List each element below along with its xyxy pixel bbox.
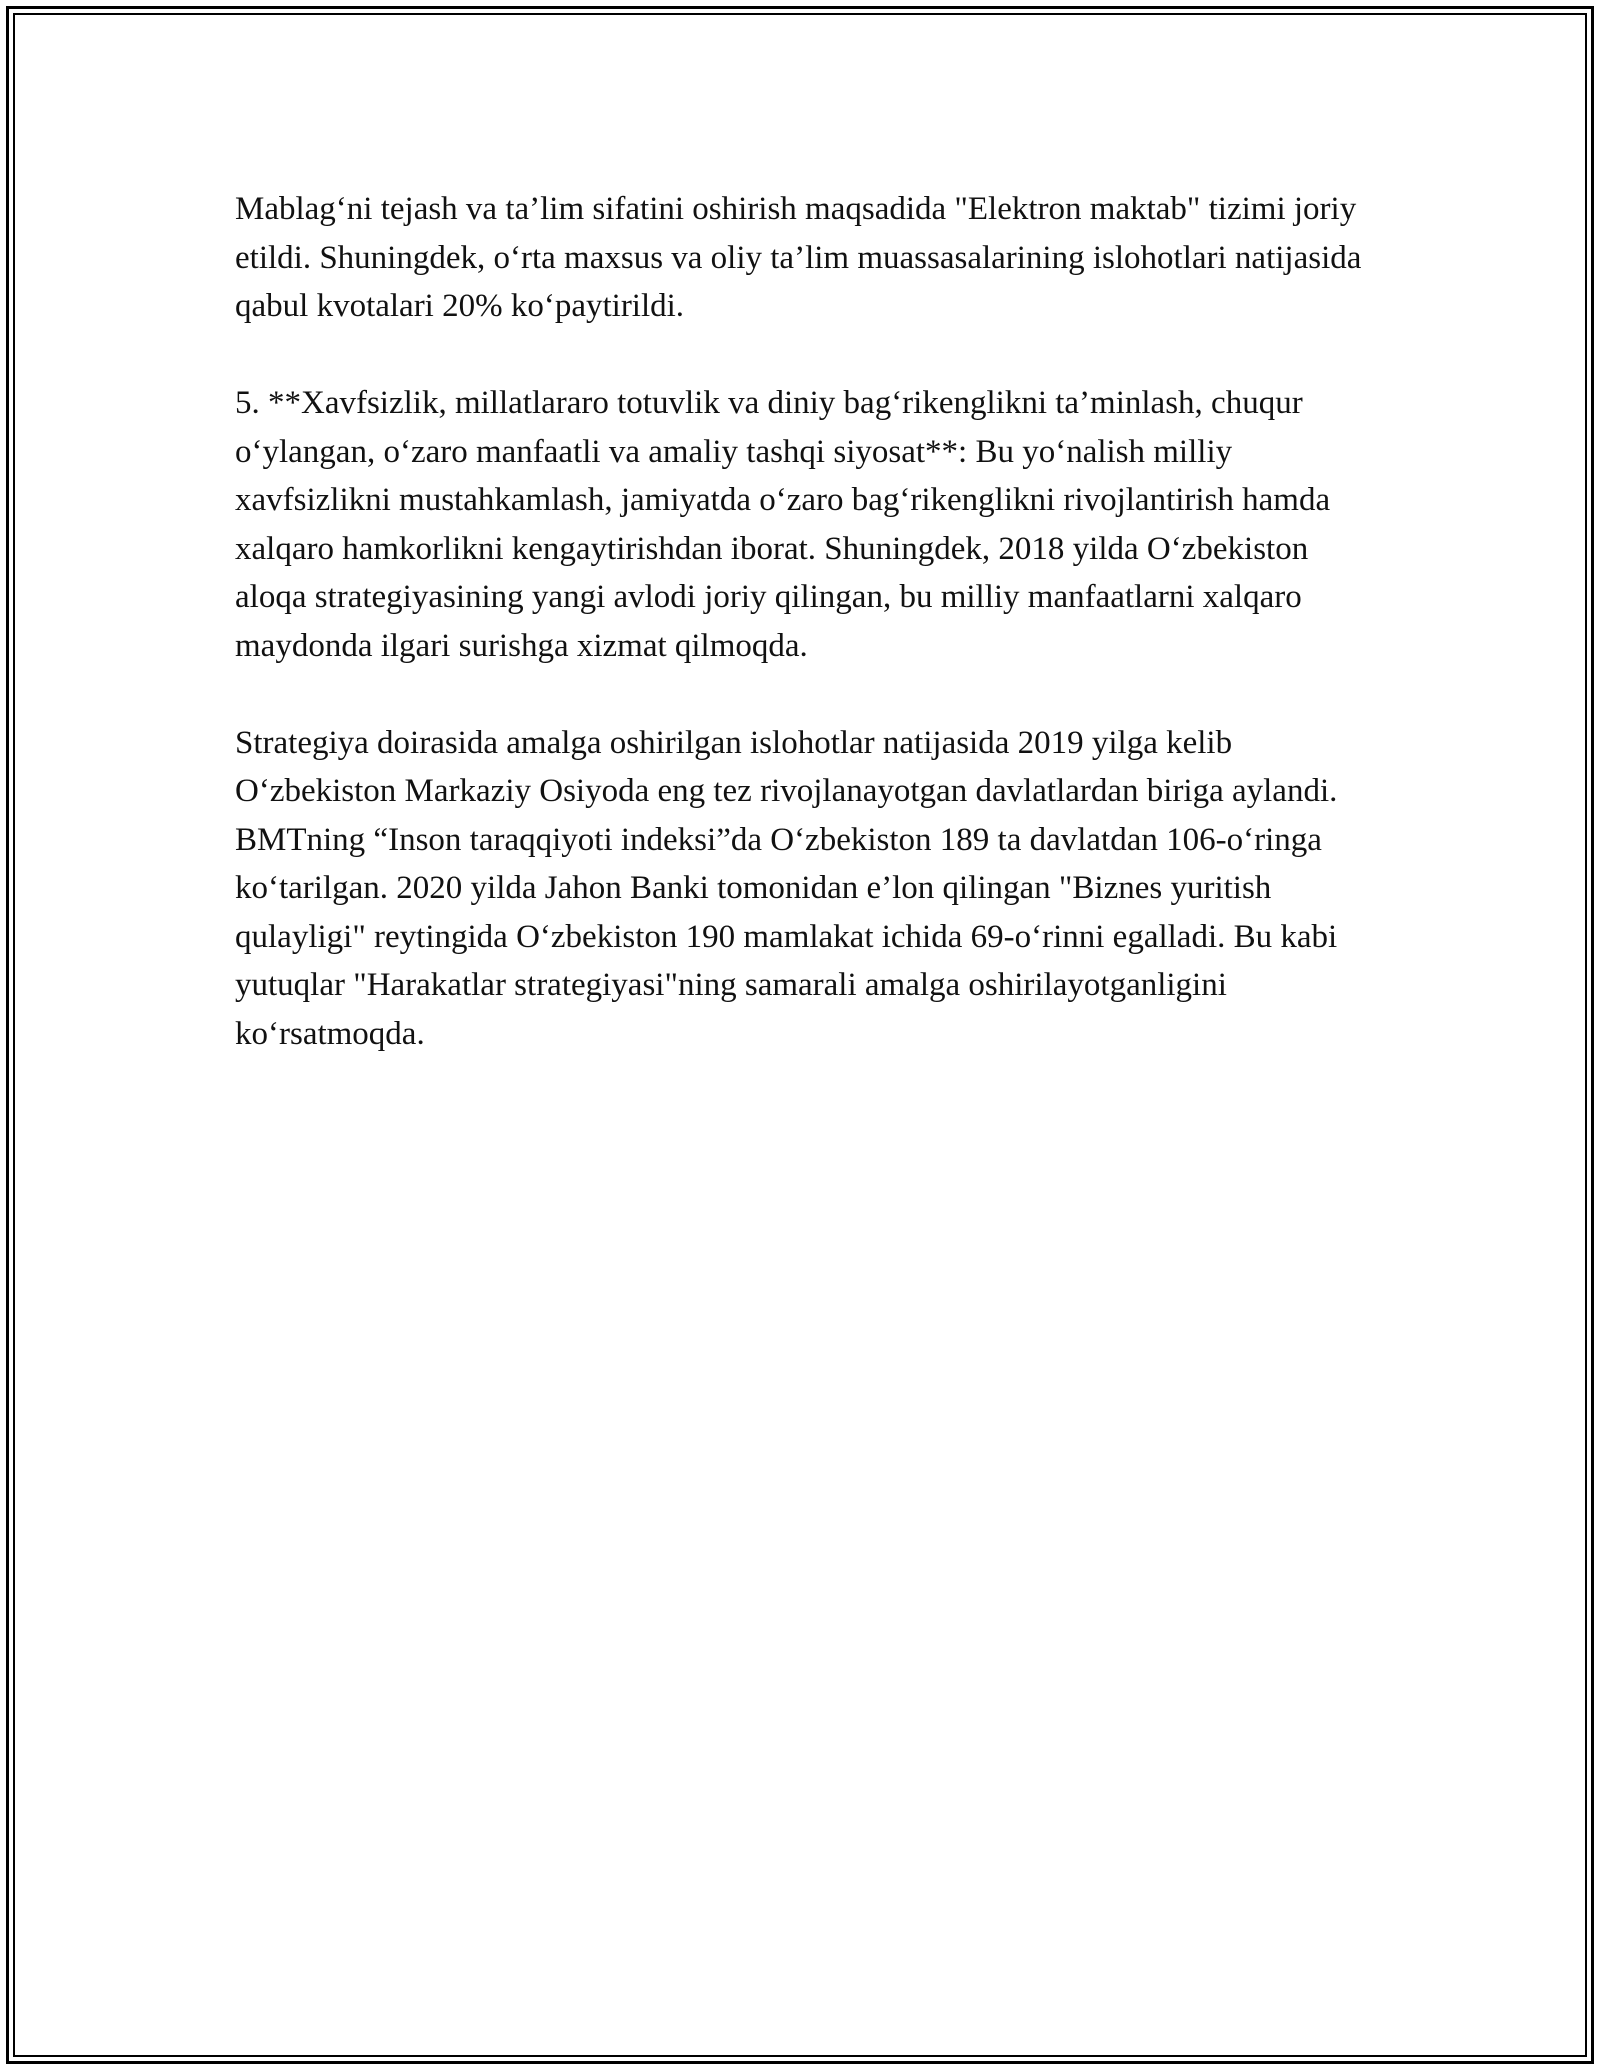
paragraph-education: Mablag‘ni tejash va ta’lim sifatini oshirish maqsadida "Elektron maktab" tizimi joriy etildi. Shuningdek, o‘rta maxsus va oliy ta’lim muassasalarining islohotlari natijasida qabul kvotalari 20% ko‘paytirildi.	[235, 191, 1362, 324]
paragraph-results: Strategiya doirasida amalga oshirilgan islohotlar natijasida 2019 yilga kelib O‘zbekiston Markaziy Osiyoda eng tez rivojlanayotgan davlatlardan biriga aylandi. BMTning “Inson taraqqiyoti indeksi”da O‘zbekiston 189 ta davlatdan 106-o‘ringa ko‘tarilgan. 2020 yilda Jahon Banki tomonidan e’lon qilingan "Biznes yuritish qulayligi" reytingida O‘zbekiston 190 mamlakat ichida 69-o‘rinni egalladi. Bu kabi yutuqlar "Harakatlar strategiyasi"ning samarali amalga oshirilayotganligini ko‘rsatmoqda.	[235, 724, 1338, 1052]
paragraph-security-foreign-policy: 5. **Xavfsizlik, millatlararo totuvlik va diniy bag‘rikenglikni ta’minlash, chuqur o‘ylangan, o‘zaro manfaatli va amaliy tashqi siyosat**: Bu yo‘nalish milliy xavfsizlikni mustahkamlash, jamiyatda o‘zaro bag‘rikenglikni rivojlantirish hamda xalqaro hamkorlikni kengaytirishdan iborat. Shuningdek, 2018 yilda O‘zbekiston aloqa strategiyasining yangi avlodi joriy qilingan, bu milliy manfaatlarni xalqaro maydonda ilgari surishga xizmat qilmoqda.	[235, 385, 1331, 664]
document-body	[235, 185, 1375, 1107]
